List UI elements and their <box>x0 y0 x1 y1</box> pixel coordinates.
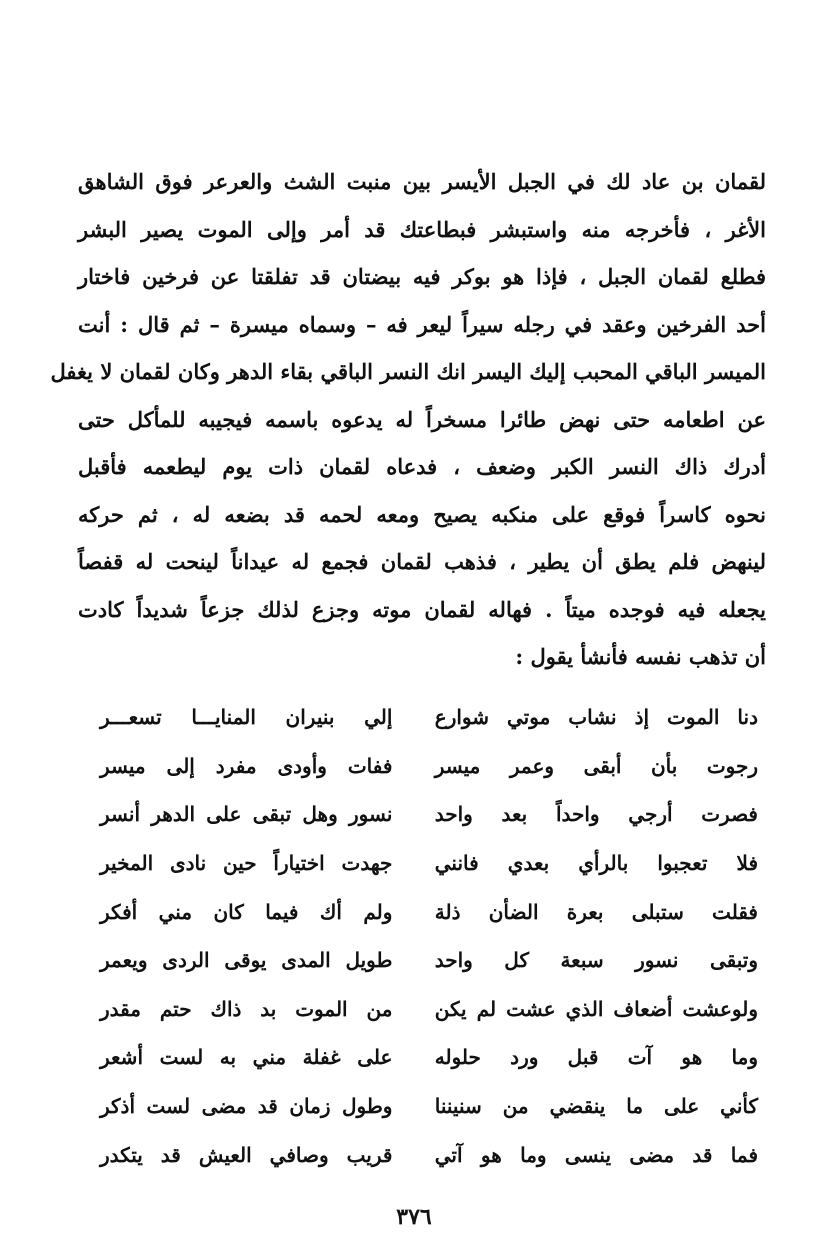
verse-second-hemistich: من الموت بد ذاك حتم مقدر <box>100 996 393 1021</box>
prose-line: لينهض فلم يطق أن يطير ، فذهب لقمان فجمع له عيداناً لينحت له قفصاً <box>78 549 766 574</box>
page-number: ٣٧٦ <box>396 1204 432 1230</box>
prose-line: الميسر الباقي المحبب إليك اليسر انك النسر الباقي بقاء الدهر وكان لقمان لا يغفل <box>50 359 766 384</box>
prose-line: نحوه كاسراً فوقع على منكبه يصيح ومعه لحمه قد بضعه له ، ثم حركه <box>78 501 766 527</box>
verse-second-hemistich: ففات وأودى مفرد إلى ميسر <box>100 753 393 778</box>
poem-verse <box>100 790 758 839</box>
poem-verse <box>100 887 758 936</box>
verse-second-hemistich: وطول زمان قد مضى لست أذكر <box>100 1094 393 1119</box>
prose-paragraph <box>50 158 766 681</box>
verse-first-hemistich: فقلت ستبلى بعرة الضأن ذلة <box>434 899 758 924</box>
verse-first-hemistich: ولوعشت أضعاف الذي عشت لم يكن <box>434 996 758 1021</box>
verse-first-hemistich: دنا الموت إذ نشاب موتي شوارع <box>434 705 758 730</box>
verse-first-hemistich: فلا تعجبوا بالرأي بعدي فانني <box>434 851 758 876</box>
verse-second-hemistich: طويل المدى يوقى الردى ويعمر <box>100 948 393 973</box>
prose-line: أن تذهب نفسه فأنشأ يقول : <box>515 644 766 669</box>
poem-verse <box>100 1033 758 1082</box>
verse-first-hemistich: فصرت أرجي واحداً بعد واحد <box>434 802 758 827</box>
poem-verse <box>100 742 758 791</box>
prose-line: أدرك ذاك النسر الكبر وضعف ، فدعاه لقمان ذات يوم ليطعمه فأقبل <box>78 454 766 479</box>
verse-first-hemistich: وما هو آت قبل ورد حلوله <box>434 1045 758 1070</box>
poem-verse <box>100 985 758 1034</box>
poem <box>100 693 758 1179</box>
prose-line: أحد الفرخين وعقد في رجله سيراً ليعر فه – وسماه ميسرة – ثم قال : أنت <box>78 311 766 337</box>
verse-second-hemistich: على غفلة مني به لست أشعر <box>100 1045 393 1070</box>
prose-line: الأغر ، فأخرجه منه واستبشر فبطاعتك قد أمر وإلى الموت يصير البشر <box>78 216 766 242</box>
verse-second-hemistich: نسور وهل تبقى على الدهر أنسر <box>100 802 393 827</box>
prose-line: يجعله فيه فوجده ميتاً . فهاله لقمان موته وجزع لذلك جزعاً شديداً كادت <box>78 596 766 622</box>
verse-second-hemistich: جهدت اختياراً حين نادى المخير <box>100 851 393 876</box>
verse-first-hemistich: رجوت بأن أبقى وعمر ميسر <box>434 753 758 778</box>
poem-verse <box>100 936 758 985</box>
verse-first-hemistich: وتبقى نسور سبعة كل واحد <box>434 948 758 973</box>
prose-line: فطلع لقمان الجبل ، فإذا هو بوكر فيه بيضتان قد تفلقتا عن فرخين فاختار <box>78 264 766 289</box>
prose-line: عن اطعامه حتى نهض طائرا مسخراً له يدعوه باسمه فيجيبه للمأكل حتى <box>78 406 766 432</box>
poem-verse <box>100 1130 758 1179</box>
poem-verse <box>100 839 758 888</box>
verse-first-hemistich: كأني على ما ينقضي من سنيننا <box>434 1094 758 1119</box>
verse-second-hemistich: ولم أك فيما كان مني أفكر <box>100 899 393 924</box>
poem-verse <box>100 1082 758 1131</box>
prose-line: لقمان بن عاد لك في الجبل الأيسر بين منبت الشث والعرعر فوق الشاهق <box>78 169 766 194</box>
verse-second-hemistich: إلي بنيران المنايـــا تسعـــر <box>100 705 393 730</box>
verse-second-hemistich: قريب وصافي العيش قد يتكدر <box>100 1142 393 1167</box>
verse-first-hemistich: فما قد مضى ينسى وما هو آتي <box>434 1142 758 1167</box>
poem-verse <box>100 693 758 742</box>
